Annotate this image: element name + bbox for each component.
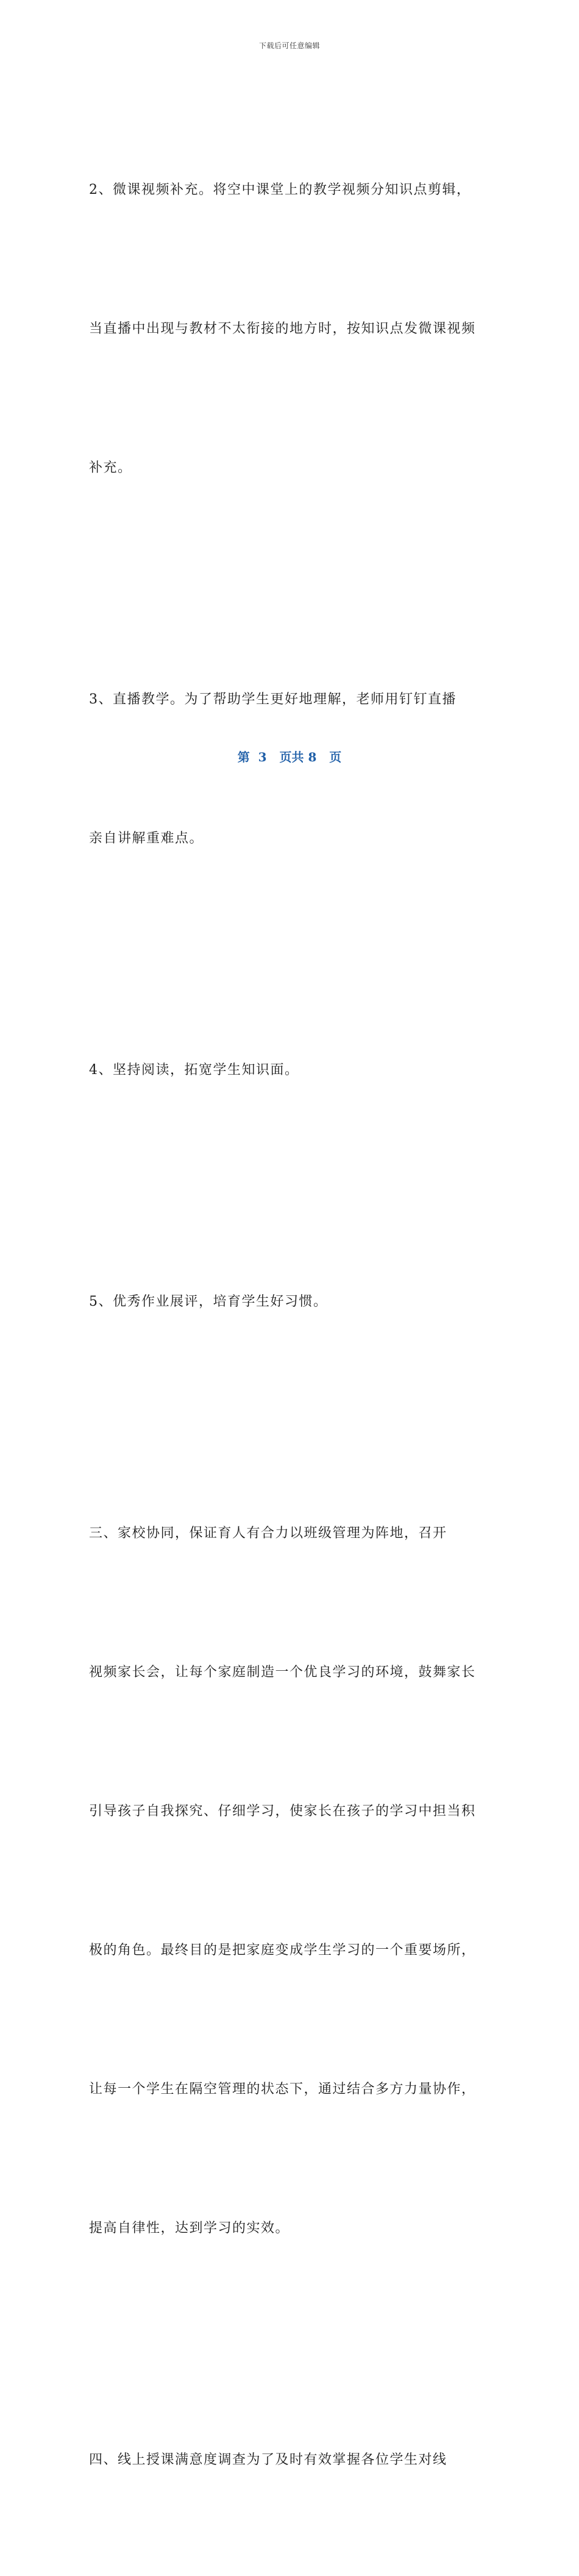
text-line: 提高自律性，达到学习的实效。 [89, 2221, 290, 2236]
paragraph-survey [89, 2344, 497, 2576]
page-header: 下载后可任意编辑 [258, 41, 320, 50]
text-line: 补充。 [89, 460, 132, 475]
paragraph-home-school [89, 1418, 497, 2344]
text-line: 视频家长会，让每个家庭制造一个优良学习的环境，鼓舞家长 [89, 1665, 476, 1680]
paragraph-reading [89, 955, 497, 1186]
paragraph-micro-lesson [89, 74, 497, 584]
text-line: 引导孩子自我探究、仔细学习，使家长在孩子的学习中担当积 [89, 1804, 476, 1819]
page-number-footer: 第 3 页共 8 页 [237, 750, 342, 764]
text-line: 4、坚持阅读，拓宽学生知识面。 [89, 1062, 299, 1078]
text-line: 亲自讲解重难点。 [89, 831, 204, 846]
paragraph-live-teaching [89, 584, 497, 955]
paragraph-homework [89, 1186, 497, 1418]
text-line: 当直播中出现与教材不太衔接的地方时，按知识点发微课视频 [89, 321, 476, 336]
text-line: 让每一个学生在隔空管理的状态下，通过结合多方力量协作， [89, 2082, 476, 2097]
text-line: 3、直播教学。为了帮助学生更好地理解，老师用钉钉直播 [89, 692, 456, 707]
text-line: 2、微课视频补充。将空中课堂上的教学视频分知识点剪辑， [89, 182, 471, 197]
text-line: 四、线上授课满意度调查为了及时有效掌握各位学生对线 [89, 2452, 447, 2467]
text-line: 极的角色。最终目的是把家庭变成学生学习的一个重要场所， [89, 1943, 476, 1958]
text-line: 三、家校协同，保证育人有合力以班级管理为阵地，召开 [89, 1526, 447, 1541]
document-body [89, 74, 497, 2576]
text-line: 5、优秀作业展评，培育学生好习惯。 [89, 1294, 328, 1309]
